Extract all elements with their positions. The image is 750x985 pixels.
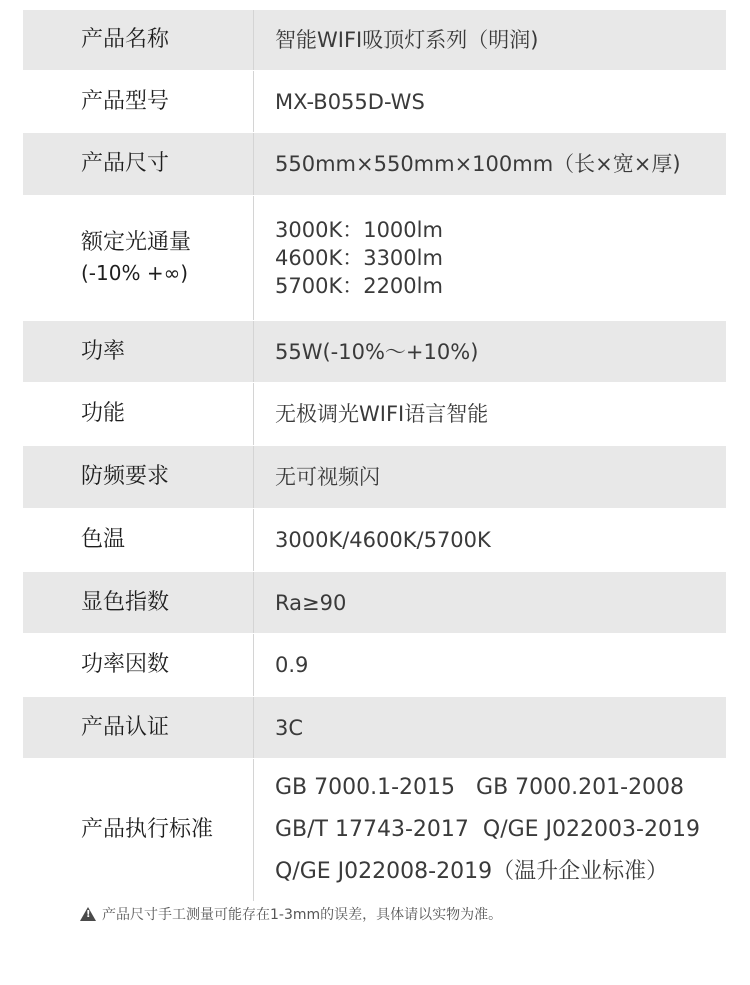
value-line: 5700K：2200lm	[275, 274, 443, 298]
row-flicker	[23, 446, 726, 509]
note-text: 产品尺寸手工测量可能存在1-3mm的误差，具体请以实物为准。	[102, 907, 503, 923]
label: 防频要求	[81, 464, 170, 489]
value	[254, 463, 726, 491]
value-line: 3000K：1000lm	[275, 218, 443, 242]
row-luminous-flux	[23, 196, 726, 321]
label: 功能	[81, 401, 126, 426]
value	[254, 400, 726, 428]
value	[254, 714, 726, 742]
label: 产品执行标准	[81, 817, 214, 842]
value	[254, 26, 726, 54]
row-certification	[23, 697, 726, 759]
label: 产品型号	[81, 88, 170, 114]
label: 产品认证	[81, 714, 170, 740]
value-line: 无可视频闪	[275, 465, 380, 489]
label-line: 额定光通量	[81, 230, 192, 255]
value-line: 550mm×550mm×100mm（长×宽×厚)	[275, 152, 681, 176]
label: 产品尺寸	[81, 151, 170, 176]
label: 功率	[81, 338, 126, 364]
value	[254, 216, 726, 300]
value-line: 无极调光WIFI语言智能	[275, 402, 489, 426]
row-function	[23, 383, 726, 446]
value-line: 4600K：3300lm	[275, 246, 443, 270]
row-cri	[23, 572, 726, 634]
value	[254, 526, 726, 554]
row-product-name	[23, 10, 726, 71]
row-color-temp	[23, 509, 726, 572]
row-size	[23, 133, 726, 196]
value	[254, 338, 726, 366]
value-line: 3000K/4600K/5700K	[275, 528, 491, 552]
label: 显色指数	[81, 589, 170, 615]
value	[254, 88, 726, 116]
value-line: Ra≥90	[275, 590, 347, 615]
spec-table	[23, 10, 726, 902]
row-power-factor	[23, 634, 726, 697]
value-line: MX-B055D-WS	[275, 89, 425, 114]
value-line: 3C	[275, 715, 304, 740]
row-standards	[23, 759, 726, 902]
value-line: GB/T 17743-2017 Q/GE J022003-2019	[275, 817, 700, 842]
value-line: Q/GE J022008-2019（温升企业标准）	[275, 859, 669, 884]
value	[254, 651, 726, 679]
value-line: GB 7000.1-2015 GB 7000.201-2008	[275, 775, 685, 800]
label: 产品名称	[81, 27, 170, 52]
value	[254, 767, 726, 893]
value	[254, 589, 726, 617]
warning-icon	[80, 907, 96, 921]
value	[254, 150, 726, 178]
value-line: 0.9	[275, 653, 309, 677]
label: 功率因数	[81, 652, 170, 677]
value-line: 智能WIFI吸顶灯系列（明润)	[275, 28, 539, 52]
value-line: 55W(-10%～+10%)	[275, 339, 479, 364]
row-model	[23, 71, 726, 133]
label: 色温	[81, 527, 126, 552]
row-power	[23, 321, 726, 383]
disclaimer-note	[80, 904, 502, 924]
label-line-2: (-10% +∞)	[81, 261, 189, 285]
label	[23, 228, 253, 288]
